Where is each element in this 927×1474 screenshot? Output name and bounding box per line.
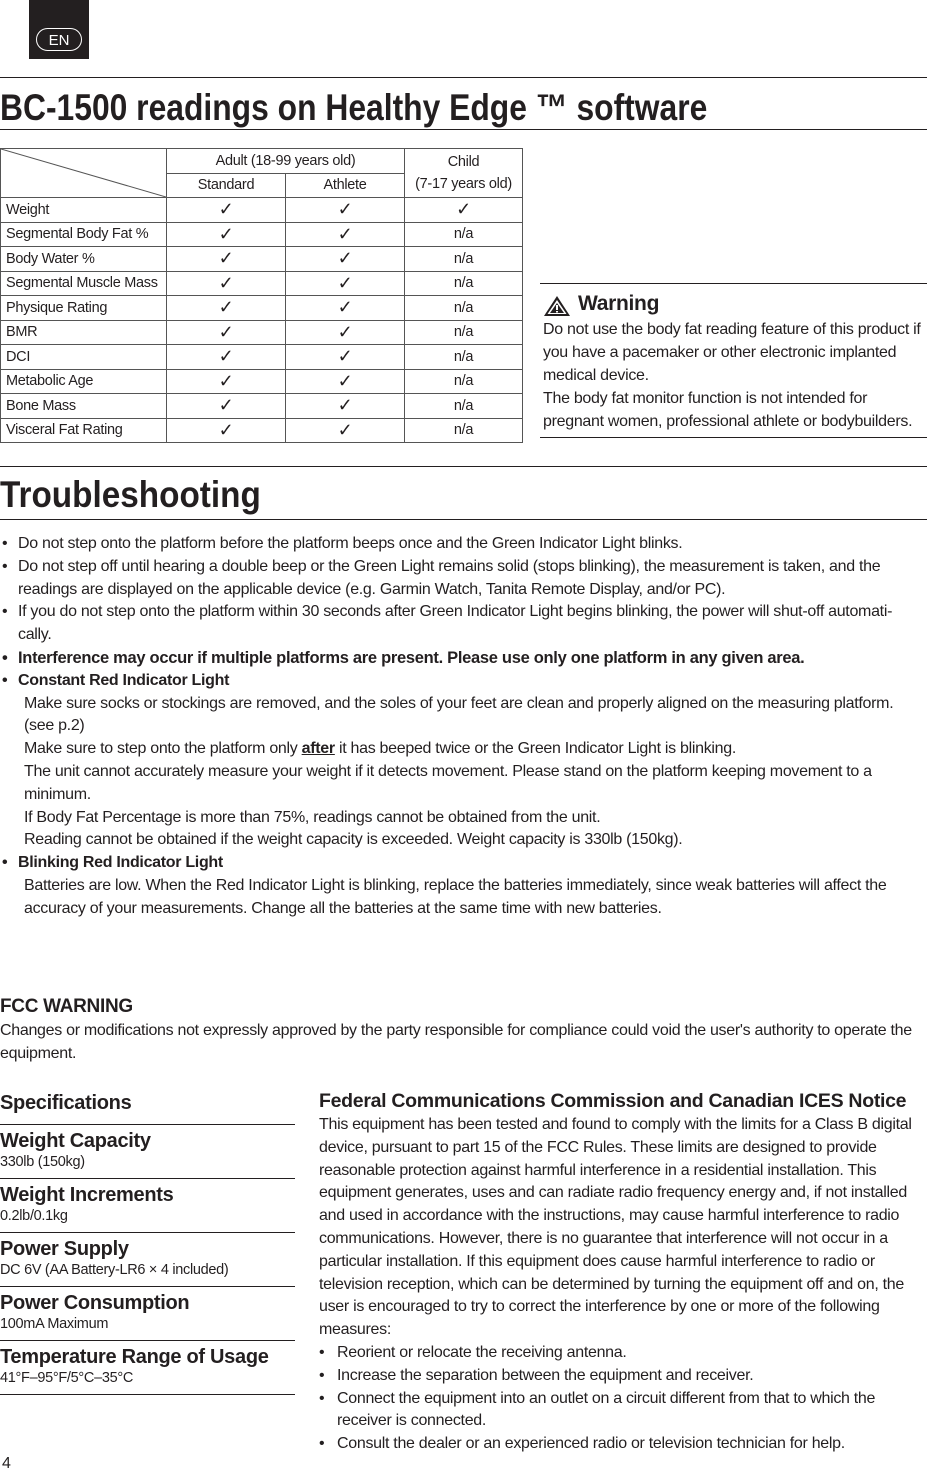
list-item-detail: The unit cannot accurately measure your weight if it detects movement. Please stand on the platform keeping movement to a minimum.: [24, 762, 872, 803]
spec-item: [0, 1124, 295, 1171]
readings-table: [0, 148, 523, 443]
list-item: • Consult the dealer or an experienced radio or television technician for help.: [319, 1433, 925, 1456]
page-title: BC-1500 readings on Healthy Edge ™ software: [0, 87, 708, 128]
spec-value: 100mA Maximum: [0, 1316, 109, 1332]
emphasis-after: after: [301, 740, 335, 758]
row-label: Bone Mass: [1, 394, 167, 419]
row-label: Segmental Body Fat %: [1, 222, 167, 247]
child-value: n/a: [405, 222, 523, 247]
table-row: [1, 345, 523, 370]
standard-check: ✓: [167, 247, 286, 272]
child-value: n/a: [405, 247, 523, 272]
standard-check: ✓: [167, 222, 286, 247]
warning-line-1: Do not use the body fat reading feature of this product if you have a pacemaker or other electronic implanted medical device.: [543, 321, 921, 384]
standard-check: ✓: [167, 345, 286, 370]
warning-triangle-icon: [543, 295, 571, 317]
table-corner-cell: [1, 149, 167, 198]
warning-top-rule: [540, 283, 927, 284]
child-value: ✓: [405, 198, 523, 223]
adult-header: Adult (18-99 years old): [167, 149, 405, 174]
row-label: DCI: [1, 345, 167, 370]
specs-bottom-rule: [0, 1394, 295, 1395]
child-value: n/a: [405, 296, 523, 321]
detail-text: Make sure to step onto the platform only: [24, 740, 302, 758]
troubleshooting-title: Troubleshooting: [0, 474, 261, 515]
child-value: n/a: [405, 320, 523, 345]
athlete-check: ✓: [286, 198, 405, 223]
standard-check: ✓: [167, 369, 286, 394]
page-number: 4: [2, 1455, 11, 1472]
warning-title: Warning: [578, 292, 660, 315]
list-item: • Reorient or relocate the receiving antenna.: [319, 1342, 925, 1365]
spec-item: [0, 1340, 295, 1387]
spec-value: 0.2lb/0.1kg: [0, 1208, 68, 1224]
list-item-heading: • Constant Red Indicator Light: [6, 670, 921, 693]
list-item-detail: If Body Fat Percentage is more than 75%, readings cannot be obtained from the unit.: [24, 808, 601, 826]
row-label: Physique Rating: [1, 296, 167, 321]
ices-notice-title: Federal Communications Commission and Canadian ICES Notice: [319, 1090, 907, 1112]
detail-text: it has beeped twice or the Green Indicator Light is blinking.: [334, 740, 737, 758]
list-item: • Connect the equipment into an outlet on a circuit different from that to which the receiver is connected.: [319, 1388, 925, 1434]
row-label: Weight: [1, 198, 167, 223]
child-header-line2: (7-17 years old): [415, 176, 512, 192]
title-top-rule: [0, 77, 927, 78]
list-item: • Increase the separation between the equipment and receiver.: [319, 1365, 925, 1388]
child-header: [405, 149, 523, 198]
table-row: [1, 271, 523, 296]
list-item: • Interference may occur if multiple platforms are present. Please use only one platform in any given area.: [6, 647, 921, 670]
athlete-check: ✓: [286, 296, 405, 321]
table-row: [1, 394, 523, 419]
spec-item: [0, 1232, 295, 1279]
list-item: • Do not step onto the platform before the platform beeps once and the Green Indicator Light blinks.: [6, 533, 921, 556]
spec-name: Weight Capacity: [0, 1130, 151, 1152]
spec-value: DC 6V (AA Battery-LR6 × 4 included): [0, 1262, 229, 1278]
list-item: • Do not step off until hearing a double beep or the Green Light remains solid (stops blinking), the measurement is taken, and the readings are displayed on the applicable device (e.g. Garmin Watch, Tanita Remote Display, and/or PC).: [6, 556, 921, 602]
athlete-check: ✓: [286, 271, 405, 296]
row-label: Metabolic Age: [1, 369, 167, 394]
list-item-detail: Make sure socks or stockings are removed, and the soles of your feet are clean and properly aligned on the measuring platform. (see p.2): [24, 694, 894, 735]
child-header-line1: Child: [447, 154, 480, 170]
child-value: n/a: [405, 418, 523, 443]
standard-check: ✓: [167, 320, 286, 345]
table-row: [1, 247, 523, 272]
troubleshooting-bottom-rule: [0, 519, 927, 520]
specifications-title: Specifications: [0, 1092, 132, 1114]
child-value: n/a: [405, 369, 523, 394]
table-row: [1, 320, 523, 345]
athlete-check: ✓: [286, 345, 405, 370]
spec-name: Temperature Range of Usage: [0, 1346, 269, 1368]
diagonal-divider: [1, 149, 166, 197]
row-label: BMR: [1, 320, 167, 345]
warning-line-2: The body fat monitor function is not intended for pregnant women, professional athlete or bodybuilders.: [543, 390, 913, 430]
table-row: [1, 222, 523, 247]
standard-header: Standard: [167, 173, 286, 198]
athlete-check: ✓: [286, 394, 405, 419]
fcc-warning-title: FCC WARNING: [0, 996, 133, 1017]
athlete-header: Athlete: [286, 173, 405, 198]
child-value: n/a: [405, 271, 523, 296]
standard-check: ✓: [167, 296, 286, 321]
list-item-detail: Batteries are low. When the Red Indicator Light is blinking, replace the batteries immediately, since weak batteries will affect the accuracy of your measurements. Change all the batteries at the same time with new batteries.: [24, 876, 887, 917]
list-item: • If you do not step onto the platform within 30 seconds after Green Indicator Light begins blinking, the power will shut-off automati-cally.: [6, 601, 921, 647]
language-label: EN: [36, 28, 82, 51]
title-bottom-rule: [0, 129, 927, 130]
ices-notice-body: [319, 1114, 925, 1456]
table-row: [1, 418, 523, 443]
warning-body: [543, 318, 923, 433]
spec-value: 41°F–95°F/5°C–35°C: [0, 1370, 134, 1386]
troubleshooting-top-rule: [0, 466, 927, 467]
fcc-warning-body: Changes or modifications not expressly approved by the party responsible for compliance could void the user's authority to operate the equipment.: [0, 1022, 912, 1062]
spec-item: [0, 1286, 295, 1333]
athlete-check: ✓: [286, 418, 405, 443]
list-item-heading: • Blinking Red Indicator Light: [6, 852, 921, 875]
standard-check: ✓: [167, 418, 286, 443]
row-label: Body Water %: [1, 247, 167, 272]
ices-measures-list: [319, 1342, 925, 1456]
athlete-check: ✓: [286, 320, 405, 345]
standard-check: ✓: [167, 198, 286, 223]
standard-check: ✓: [167, 394, 286, 419]
troubleshooting-list: [6, 533, 921, 921]
spec-item: [0, 1178, 295, 1225]
spec-name: Power Consumption: [0, 1292, 190, 1314]
list-item-detail: [6, 738, 921, 761]
standard-check: ✓: [167, 271, 286, 296]
spec-value: 330lb (150kg): [0, 1154, 85, 1170]
warning-bottom-rule: [540, 437, 927, 438]
spec-name: Weight Increments: [0, 1184, 174, 1206]
ices-paragraph: This equipment has been tested and found to comply with the limits for a Class B digital device, pursuant to part 15 of the FCC Rules. These limits are designed to provide reasonable protection against harmful interference in a residential installation. This equipment generates, uses and can radiate radio frequency energy and, if not installed and used in accordance with the instructions, may cause harmful interference to radio communications. However, there is no guarantee that interference will not occur in a particular installation. If this equipment does cause harmful interference to radio or television reception, which can be determined by turning the equipment off and on, the user is encouraged to try to correct the interference by one or more of the following measures:: [319, 1116, 912, 1339]
row-label: Segmental Muscle Mass: [1, 271, 167, 296]
child-value: n/a: [405, 394, 523, 419]
list-item-detail: Reading cannot be obtained if the weight capacity is exceeded. Weight capacity is 330lb (150kg).: [24, 831, 683, 849]
athlete-check: ✓: [286, 247, 405, 272]
table-row: [1, 296, 523, 321]
athlete-check: ✓: [286, 222, 405, 247]
row-label: Visceral Fat Rating: [1, 418, 167, 443]
table-row: [1, 369, 523, 394]
athlete-check: ✓: [286, 369, 405, 394]
table-row: [1, 198, 523, 223]
spec-name: Power Supply: [0, 1238, 129, 1260]
child-value: n/a: [405, 345, 523, 370]
